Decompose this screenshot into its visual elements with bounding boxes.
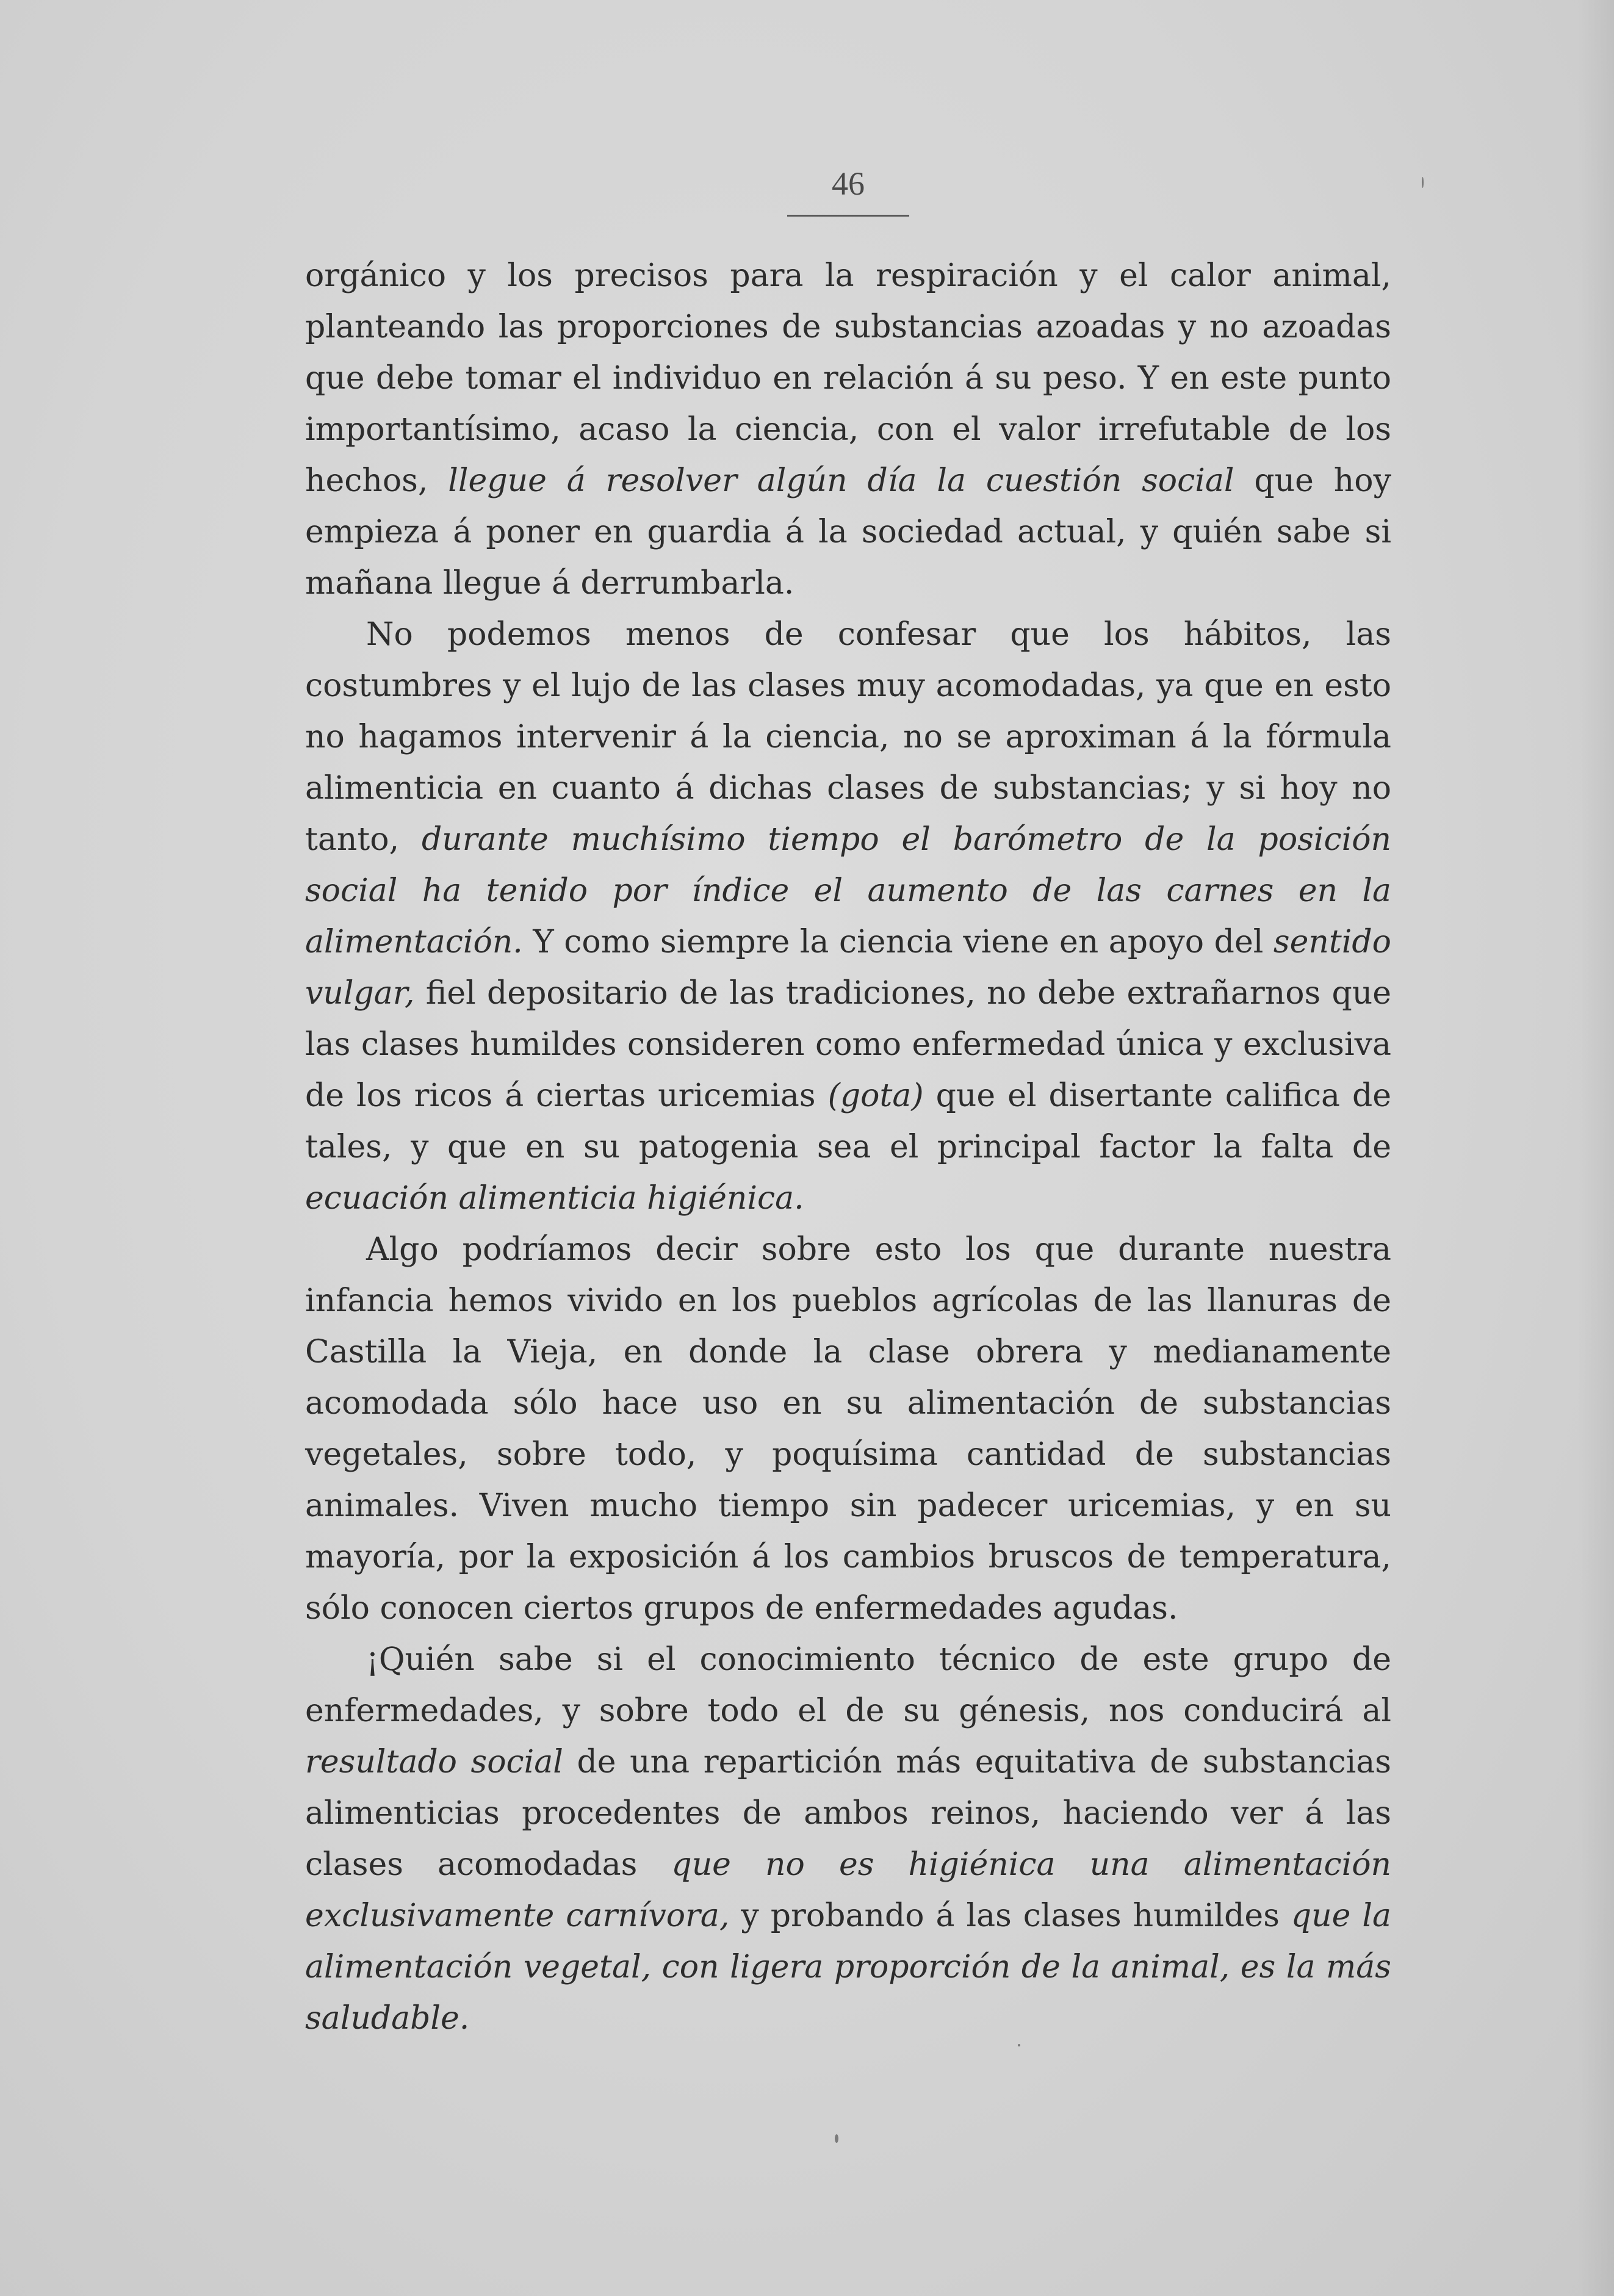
italic-segment: sentido vulgar,	[305, 924, 1391, 1012]
text-segment: Y como siempre la ciencia viene en apoyo del	[522, 924, 1274, 960]
italic-segment: resultado social	[305, 1744, 563, 1780]
text-segment: orgánico y los precisos para la respiración y el calor animal, planteando las proporciones de substancias azoadas y no azoadas que debe tomar el individuo en relación á su peso. Y en este punto importantísimo, acaso la ciencia, con el valor irrefutable de los hechos,	[305, 257, 1391, 499]
italic-segment: que la alimentación vegetal, con ligera proporción de la animal, es la más saludable.	[305, 1898, 1391, 2037]
text-segment: Algo podríamos decir sobre esto los que durante nuestra infancia hemos vivido en los pueblos agrícolas de las llanuras de Castilla la Vieja, en donde la clase obrera y medianamente acomodada sólo hace uso en su alimentación de substancias vegetales, sobre todo, y poquísima cantidad de substancias animales. Viven mucho tiempo sin padecer uricemias, y en su mayoría, por la exposición á los cambios bruscos de temperatura, sólo conocen ciertos grupos de enfermedades agudas.	[305, 1231, 1391, 1627]
paragraph-2	[305, 609, 1391, 1224]
body-text	[305, 250, 1391, 2044]
text-segment: y probando á las clases humildes	[729, 1898, 1291, 1934]
header-rule	[787, 215, 909, 217]
italic-segment: (gota)	[827, 1078, 924, 1114]
text-segment: que hoy empieza á poner en guardia á la sociedad actual, y quién sabe si mañana llegue á derrumbarla.	[305, 462, 1391, 602]
page-edge-shadow	[1577, 0, 1614, 2296]
paragraph-4	[305, 1634, 1391, 2044]
italic-segment: ecuación alimenticia higiénica.	[305, 1180, 804, 1217]
paragraph-3	[305, 1224, 1391, 1634]
text-segment: fiel depositario de las tradiciones, no debe extrañarnos que las clases humildes consideren como enfermedad única y exclusiva de los ricos á ciertas uricemias	[305, 975, 1391, 1114]
italic-segment: que no es higiénica una alimentación exclusivamente carnívora,	[305, 1846, 1391, 1934]
text-segment: de una repartición más equitativa de substancias alimenticias procedentes de ambos reinos, haciendo ver á las clases acomodadas	[305, 1744, 1391, 1883]
italic-segment: llegue á resolver algún día la cuestión social	[448, 462, 1234, 499]
paper-speck	[1018, 2044, 1020, 2046]
paper-speck	[1422, 177, 1424, 188]
paper-speck	[835, 2134, 838, 2143]
text-segment: que el disertante califica de tales, y que en su patogenia sea el principal factor la falta de	[305, 1078, 1392, 1165]
italic-segment: durante muchísimo tiempo el barómetro de la posición social ha tenido por índice el aumento de las carnes en la alimentación.	[305, 821, 1391, 960]
text-segment: No podemos menos de confesar que los hábitos, las costumbres y el lujo de las clases muy acomodadas, ya que en esto no hagamos intervenir á la ciencia, no se aproximan á la fórmula alimenticia en cuanto á dichas clases de substancias; y si hoy no tanto,	[305, 616, 1391, 858]
text-segment: ¡Quién sabe si el conocimiento técnico de este grupo de enfermedades, y sobre todo el de su génesis, nos conducirá al	[305, 1641, 1391, 1729]
paragraph-1	[305, 250, 1391, 609]
page-number: 46	[832, 165, 865, 202]
